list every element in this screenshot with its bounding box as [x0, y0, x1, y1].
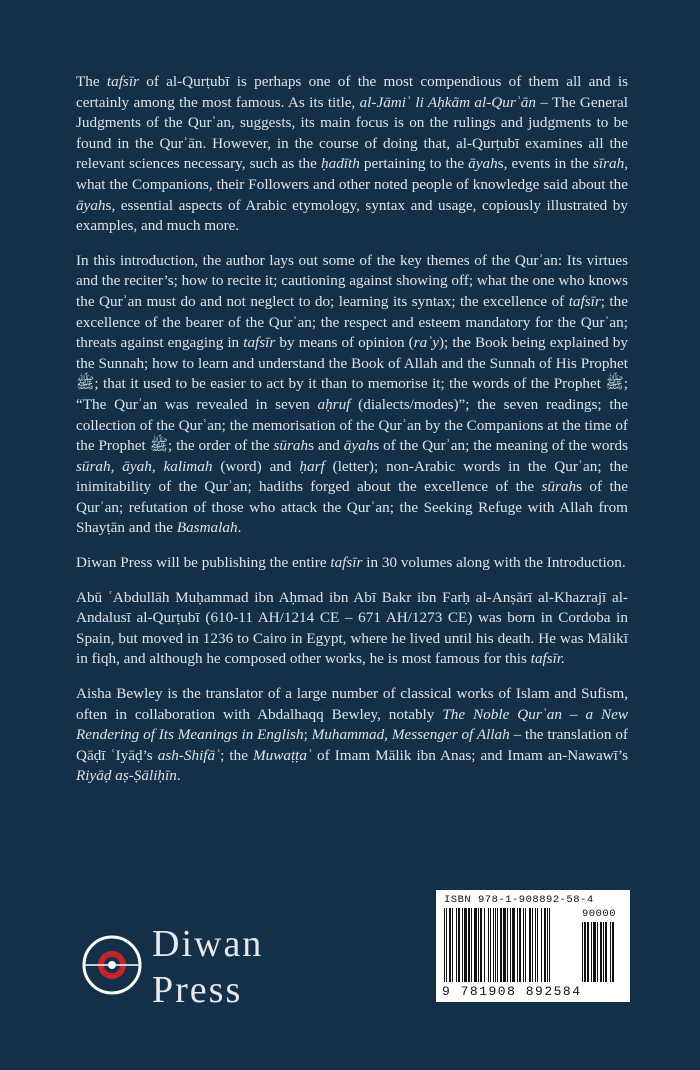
text: ; — [303, 726, 312, 744]
text: s and — [308, 437, 344, 455]
text: Diwan Press will be publishing the entire — [76, 554, 331, 572]
isbn-barcode — [436, 890, 630, 1002]
wordmark-press: Press — [152, 969, 243, 1011]
text: In this introduction, the author lays out some of the key themes of the Qurʾan: Its virtues and the reciter’s; how to recite it; cautioning against showing off; what the one who knows the Qurʾan must do and not neglect to do; learning its syntax; the excellence of — [76, 251, 628, 310]
blurb-paragraph-3 — [76, 553, 628, 574]
text: what the Companions, their Followers and other noted people of knowledge said about the — [76, 175, 628, 193]
wordmark-diwan: Diwan — [152, 923, 264, 965]
text: . — [237, 519, 242, 537]
blurb-paragraph-2 — [76, 251, 628, 539]
italic-term: Basmalah — [176, 519, 238, 537]
addon-barcode-bars — [582, 922, 622, 982]
text: s, essential aspects of Arabic etymology, syntax and usage, copiously illustrated by examples, and much more. — [76, 196, 628, 235]
text: ); the Book being explained by the Sunnah; how to learn and understand the Book of Allah and the Sunnah of His Prophet ﷺ; that it used to be easier to act by it than to memorise it; the words of the Prophet ﷺ; “The Qurʾan was revealed in seven — [76, 334, 628, 413]
publisher-wordmark — [152, 925, 263, 1017]
italic-term: ḥarf — [299, 457, 325, 475]
book-title-arabic: al-Jāmiʿ li Aḥkām al-Qurʾān — [359, 93, 536, 111]
italic-term: āyah — [343, 437, 374, 455]
text: s of the Qurʾan; refutation of those who attack the Qurʾan; the Seeking Refuge with Allah from Shayṭān and the — [76, 478, 628, 537]
italic-term: sīrah, — [592, 155, 629, 173]
italic-term: āyah — [468, 155, 498, 173]
publisher-logo — [80, 923, 340, 1011]
wordmark-line-1 — [152, 925, 263, 971]
ean-barcode-bars — [444, 908, 576, 982]
text: s of the Qurʾan; the meaning of the words — [373, 437, 628, 455]
diwan-emblem-icon — [80, 929, 144, 1001]
wordmark-line-2 — [152, 971, 263, 1017]
text: ; the — [220, 746, 253, 764]
text: Abū ʿAbdullāh Muḥammad ibn Aḥmad ibn Abī Bakr ibn Farḥ al-Anṣārī al-Khazrajī al-Andalusī al-Qurṭubī (610-11 AH/1214 CE – 671 AH/1273 CE) was born in Cordoba in Spain, but moved in 1236 to Cairo in Egypt, where he lived until his death. He was Mālikī in fiqh, and although he composed other works, he is most famous for this — [76, 588, 628, 668]
addon-digits: 90000 — [582, 908, 617, 920]
blurb-paragraph-5 — [76, 684, 628, 787]
text: (word) and — [212, 457, 300, 475]
italic-term: tafsīr — [330, 554, 363, 572]
italic-term: sūrah, āyah, kalimah — [76, 457, 213, 475]
italic-term: raʾy — [413, 334, 439, 352]
text: of al-Qurṭubī is perhaps one of the most compendious of them all and is certainly among the most famous. As its title, — [76, 73, 628, 111]
text: s, events in the — [497, 155, 593, 173]
italic-term: tafsīr — [568, 292, 601, 310]
book-title: The Noble Qurʾan – a New Rendering of Its Meanings in English — [76, 705, 628, 744]
blurb-paragraph-1 — [76, 72, 628, 237]
book-title: Muhammad, Messenger of Allah — [311, 726, 510, 744]
text: ; the excellence of the bearer of the Qurʾan; the respect and esteem mandatory for the Qurʾan; threats against engaging in — [76, 292, 628, 352]
text: by means of opinion ( — [275, 334, 414, 352]
text: pertaining to the — [359, 155, 469, 173]
text: . — [176, 767, 181, 785]
italic-term: aḥruf — [317, 395, 351, 413]
italic-term: sūrah — [273, 437, 309, 455]
text: (letter); non-Arabic words in the Qurʾan; the inimitability of the Qurʾan; hadiths forged about the excellence of the — [76, 457, 628, 496]
ean-digits: 9 781908 892584 — [442, 984, 582, 999]
text: of Imam Mālik ibn Anas; and Imam an-Nawawī’s — [312, 746, 628, 764]
text: The — [76, 73, 107, 90]
italic-term: tafsīr. — [530, 650, 565, 668]
italic-term: tafsīr — [243, 334, 276, 352]
blurb-paragraph-4 — [76, 588, 628, 670]
back-cover-blurb — [76, 72, 628, 787]
book-title: Muwaṭṭaʾ — [252, 746, 313, 764]
italic-term: sūrah — [541, 478, 577, 496]
text: – The General Judgments of the Qurʾan, suggests, its main focus is on the rulings and judgments to be found in the Qurʾān. However, in the course of doing that, al-Qurṭubī examines all the relevant sciences necessary, such as the — [76, 93, 628, 173]
italic-term: ḥadīth — [321, 155, 360, 173]
text: – the translation of Qāḍī ʿIyāḍ’s — [76, 726, 628, 764]
italic-term: tafsīr — [106, 73, 139, 90]
book-title: Riyāḍ aṣ-Ṣāliḥīn — [76, 767, 177, 785]
text: (dialects/modes)”; the seven readings; the collection of the Qurʾan; the memorisation of the Qurʾan by the Companions at the time of the Prophet ﷺ; the order of the — [76, 395, 628, 455]
text: in 30 volumes along with the Introduction. — [362, 554, 626, 572]
text: Aisha Bewley is the translator of a large number of classical works of Islam and Sufism, often in collaboration with Abdalhaqq Bewley, notably — [76, 685, 628, 723]
isbn-text: ISBN 978-1-908892-58-4 — [444, 894, 594, 906]
italic-term: āyah — [76, 196, 106, 214]
book-title: ash-Shifāʾ — [157, 746, 221, 764]
